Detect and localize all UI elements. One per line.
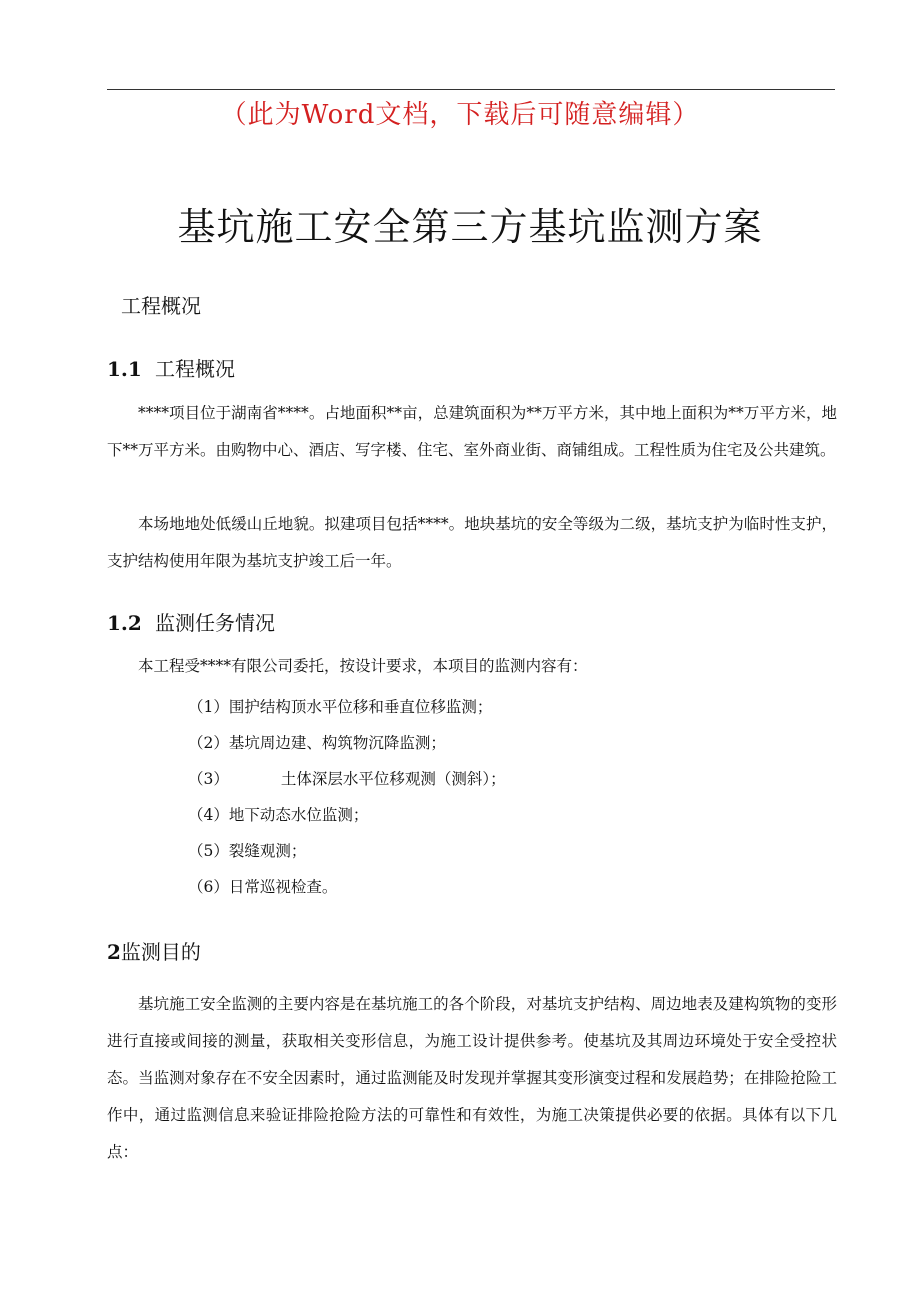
paragraph-monitoring-purpose: 基坑施工安全监测的主要内容是在基坑施工的各个阶段，对基坑支护结构、周边地表及建构筑物的变形进行直接或间接的测量，获取相关变形信息，为施工设计提供参考。使基坑及其周边环境处于安全受控状态。当监测对象存在不安全因素时，通过监测能及时发现并掌握其变形演变过程和发展趋势；在排险抢险工作中，通过监测信息来验证排险抢险方法的可靠性和有效性，为施工决策提供必要的依据。具体有以下几点： [107, 995, 837, 1161]
list-item: （6）日常巡视检查。 [188, 878, 338, 896]
list-item: （4）地下动态水位监测； [188, 806, 369, 824]
paragraph-site-terrain: 本场地地处低缓山丘地貌。拟建项目包括****。地块基坑的安全等级为二级，基坑支护为临时性支护，支护结构使用年限为基坑支护竣工后一年。 [107, 515, 837, 570]
heading-number: 1.2 [107, 611, 142, 635]
list-item: （5）裂缝观测； [188, 842, 307, 860]
section-heading-overview: 工程概况 [121, 294, 201, 318]
heading-label: 监测任务情况 [155, 611, 275, 635]
heading-label: 工程概况 [155, 357, 235, 381]
heading-number: 2 [107, 940, 121, 964]
header-rule [107, 89, 835, 90]
list-item: （2）基坑周边建、构筑物沉降监测； [188, 734, 446, 752]
heading-number: 1.1 [107, 357, 142, 381]
paragraph-monitoring-scope: 本工程受****有限公司委托，按设计要求，本项目的监测内容有： [138, 657, 588, 675]
list-item: （1）围护结构顶水平位移和垂直位移监测； [188, 698, 493, 716]
heading-label: 监测目的 [120, 940, 201, 964]
heading-1-1 [107, 353, 235, 382]
heading-1-2 [107, 607, 275, 636]
paragraph-project-location: ****项目位于湖南省****。占地面积**亩，总建筑面积为**万平方米，其中地上面积为**万平方米，地下**万平方米。由购物中心、酒店、写字楼、住宅、室外商业街、商铺组成。工程性质为住宅及公共建筑。 [107, 404, 837, 459]
list-item: （3） 土体深层水平位移观测（测斜）； [188, 770, 506, 788]
word-notice: （此为Word文档，下载后可随意编辑） [220, 100, 700, 130]
heading-2 [107, 936, 201, 965]
document-title: 基坑施工安全第三方基坑监测方案 [177, 205, 763, 249]
